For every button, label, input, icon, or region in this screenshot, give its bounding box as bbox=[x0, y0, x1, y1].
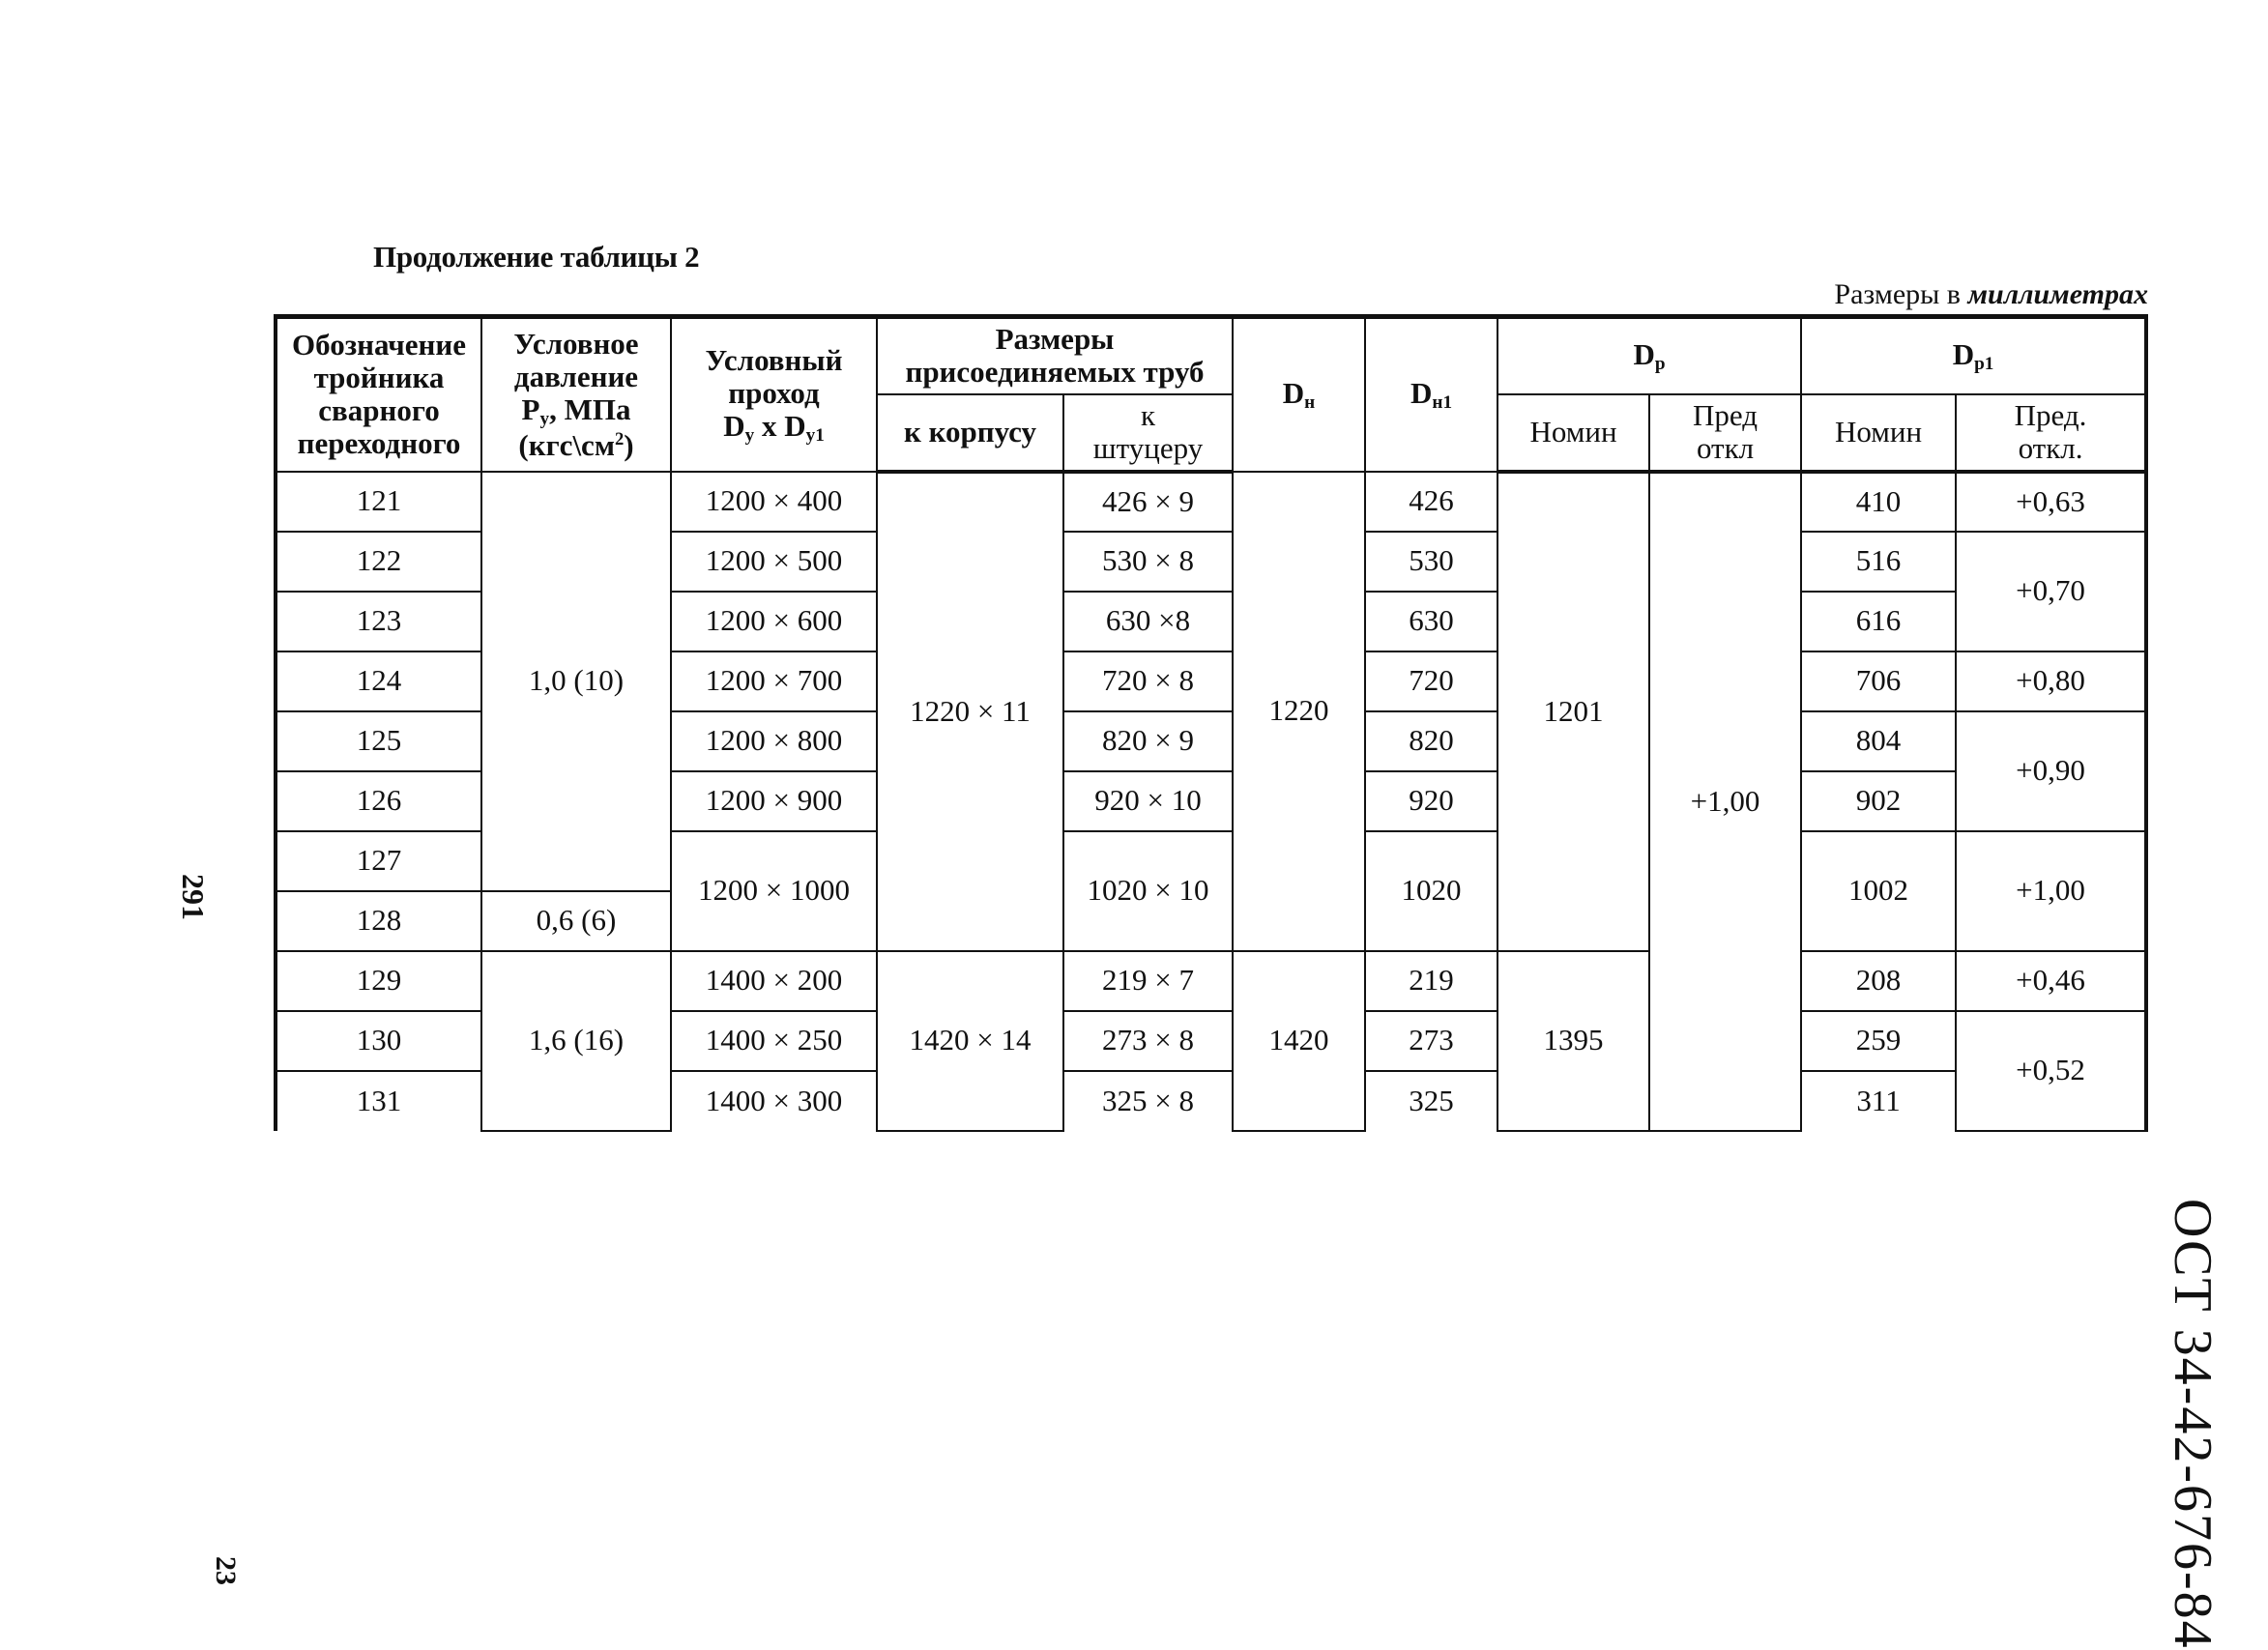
dp1-nominal-cell: 1002 bbox=[1801, 831, 1956, 951]
table-caption: Продолжение таблицы 2 bbox=[373, 240, 700, 274]
header-to-body: к корпусу bbox=[877, 394, 1063, 472]
dp1-nominal-cell: 516 bbox=[1801, 532, 1956, 592]
passage-cell: 1200 × 700 bbox=[671, 651, 877, 711]
branch-pipe-cell: 219 × 7 bbox=[1063, 951, 1233, 1011]
dp1-tolerance-cell: +0,90 bbox=[1956, 711, 2146, 831]
dp1-nominal-cell: 311 bbox=[1801, 1071, 1956, 1131]
header-pressure: Условное давление $P_у$, МПа $(кгс\backslash см^2)$ bbox=[481, 317, 671, 472]
dn1-cell: 820 bbox=[1365, 711, 1497, 771]
branch-pipe-cell: 426 × 9 bbox=[1063, 472, 1233, 532]
table-row bbox=[276, 951, 2146, 1011]
dp1-tolerance-cell: +0,52 bbox=[1956, 1011, 2146, 1131]
pressure-cell: 0,6 (6) bbox=[481, 891, 671, 951]
passage-cell: 1400 × 300 bbox=[671, 1071, 877, 1131]
designation-cell: 131 bbox=[276, 1071, 481, 1131]
dp1-nominal-cell: 208 bbox=[1801, 951, 1956, 1011]
dn1-cell: 219 bbox=[1365, 951, 1497, 1011]
branch-pipe-cell: 630 ×8 bbox=[1063, 592, 1233, 651]
designation-cell: 123 bbox=[276, 592, 481, 651]
dp1-tolerance-cell: +0,63 bbox=[1956, 472, 2146, 532]
header-passage: Условный проход $D_у$ x $D_{у1}$ bbox=[671, 317, 877, 472]
passage-cell: 1200 × 800 bbox=[671, 711, 877, 771]
dp-nominal-cell: 1395 bbox=[1497, 951, 1649, 1131]
dp1-nominal-cell: 410 bbox=[1801, 472, 1956, 532]
branch-pipe-cell: 820 × 9 bbox=[1063, 711, 1233, 771]
branch-pipe-cell: 720 × 8 bbox=[1063, 651, 1233, 711]
designation-cell: 129 bbox=[276, 951, 481, 1011]
designation-cell: 125 bbox=[276, 711, 481, 771]
side-sheet-number: 291 bbox=[176, 874, 211, 920]
body-pipe-cell: 1220 × 11 bbox=[877, 472, 1063, 951]
passage-cell: 1400 × 250 bbox=[671, 1011, 877, 1071]
dimensions-table bbox=[274, 314, 2148, 1132]
passage-cell: 1400 × 200 bbox=[671, 951, 877, 1011]
body-pipe-cell: 1420 × 14 bbox=[877, 951, 1063, 1131]
pressure-cell: 1,6 (16) bbox=[481, 951, 671, 1131]
dp1-tolerance-cell: +0,70 bbox=[1956, 532, 2146, 651]
passage-cell: 1200 × 600 bbox=[671, 592, 877, 651]
header-dp1-tolerance: Пред. откл. bbox=[1956, 394, 2146, 472]
branch-pipe-cell: 920 × 10 bbox=[1063, 771, 1233, 831]
pressure-cell: 1,0 (10) bbox=[481, 472, 671, 891]
passage-cell: 1200 × 1000 bbox=[671, 831, 877, 951]
designation-cell: 126 bbox=[276, 771, 481, 831]
header-designation: Обозначение тройника сварного переходного bbox=[276, 317, 481, 472]
dn1-cell: 426 bbox=[1365, 472, 1497, 532]
designation-cell: 124 bbox=[276, 651, 481, 711]
units-word: миллиметрах bbox=[1967, 278, 2148, 310]
branch-pipe-cell: 273 × 8 bbox=[1063, 1011, 1233, 1071]
header-to-branch: к штуцеру bbox=[1063, 394, 1233, 472]
header-dn: $D_н$ bbox=[1233, 317, 1365, 472]
dp1-nominal-cell: 902 bbox=[1801, 771, 1956, 831]
designation-cell: 122 bbox=[276, 532, 481, 592]
standard-designation: ОСТ 34-42-676-84 bbox=[2163, 1199, 2223, 1650]
header-dp-nominal: Номин bbox=[1497, 394, 1649, 472]
passage-cell: 1200 × 400 bbox=[671, 472, 877, 532]
dn1-cell: 1020 bbox=[1365, 831, 1497, 951]
dn1-cell: 273 bbox=[1365, 1011, 1497, 1071]
dp1-nominal-cell: 804 bbox=[1801, 711, 1956, 771]
branch-pipe-cell: 1020 × 10 bbox=[1063, 831, 1233, 951]
header-pipe-sizes: Размеры присоединяемых труб bbox=[877, 317, 1233, 394]
page-number: 23 bbox=[210, 1556, 242, 1585]
dn-cell: 1220 bbox=[1233, 472, 1365, 951]
designation-cell: 128 bbox=[276, 891, 481, 951]
passage-cell: 1200 × 900 bbox=[671, 771, 877, 831]
designation-cell: 130 bbox=[276, 1011, 481, 1071]
designation-cell: 121 bbox=[276, 472, 481, 532]
branch-pipe-cell: 325 × 8 bbox=[1063, 1071, 1233, 1131]
table-row bbox=[276, 472, 2146, 532]
dn1-cell: 920 bbox=[1365, 771, 1497, 831]
header-dp1-nominal: Номин bbox=[1801, 394, 1956, 472]
dn-cell: 1420 bbox=[1233, 951, 1365, 1131]
dn1-cell: 530 bbox=[1365, 532, 1497, 592]
dp1-nominal-cell: 259 bbox=[1801, 1011, 1956, 1071]
header-dp1: $D_{р1}$ bbox=[1801, 317, 2146, 394]
dp-tolerance-cell: +1,00 bbox=[1649, 472, 1801, 1131]
dp1-nominal-cell: 706 bbox=[1801, 651, 1956, 711]
dn1-cell: 630 bbox=[1365, 592, 1497, 651]
dp-nominal-cell: 1201 bbox=[1497, 472, 1649, 951]
dn1-cell: 720 bbox=[1365, 651, 1497, 711]
header-dp-tolerance: Пред откл bbox=[1649, 394, 1801, 472]
dp1-tolerance-cell: +0,80 bbox=[1956, 651, 2146, 711]
header-dn1: $D_{н1}$ bbox=[1365, 317, 1497, 472]
dp1-tolerance-cell: +1,00 bbox=[1956, 831, 2146, 951]
header-dp: $D_р$ bbox=[1497, 317, 1801, 394]
passage-cell: 1200 × 500 bbox=[671, 532, 877, 592]
dp1-nominal-cell: 616 bbox=[1801, 592, 1956, 651]
units-note bbox=[1834, 278, 2148, 311]
dn1-cell: 325 bbox=[1365, 1071, 1497, 1131]
designation-cell: 127 bbox=[276, 831, 481, 891]
units-prefix: Размеры в bbox=[1834, 278, 1961, 310]
branch-pipe-cell: 530 × 8 bbox=[1063, 532, 1233, 592]
dp1-tolerance-cell: +0,46 bbox=[1956, 951, 2146, 1011]
